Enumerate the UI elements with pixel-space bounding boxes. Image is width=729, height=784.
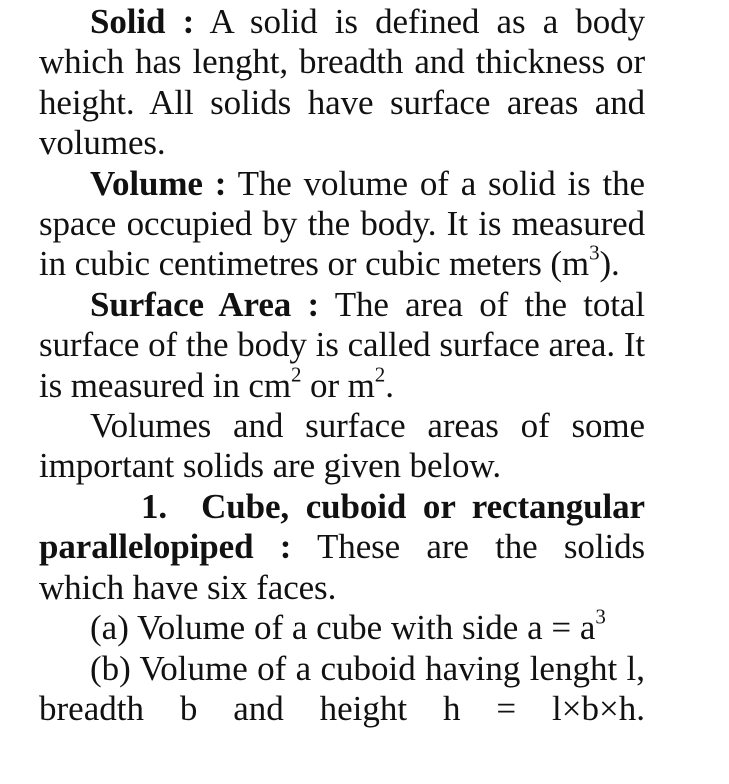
definition-surface-area-middle: or m [301,365,375,405]
paragraph-surface-area [39,285,645,406]
section-heading: Cube, cuboid or rectangular parallelopiped [39,486,645,567]
colon: : [279,527,292,567]
term-solid: Solid [90,2,166,41]
definition-volume-end: ). [599,244,620,284]
definition-surface-area-end: . [385,365,394,405]
paragraph-solid [39,2,645,164]
paragraph-volume [39,164,645,285]
term-volume: Volume [90,163,203,203]
superscript: 2 [290,361,302,386]
superscript: 3 [595,604,606,629]
superscript: 2 [374,361,386,386]
paragraph-intro [39,406,645,487]
colon: : [182,2,195,41]
superscript: 3 [589,240,600,265]
item-text: (b) Volume of a cuboid having lenght l, breadth b and height h = l×b×h. [39,648,645,728]
colon: : [214,163,227,203]
paragraph-section-1 [39,487,645,608]
section-number: 1. [141,486,168,526]
section-text: These are the solids which have six faces. [39,527,645,607]
definition-volume: The volume of a solid is the space occupied by the body. It is measured in cubic centimetres or cubic meters (m [39,163,645,284]
list-item [39,604,645,648]
intro-text: Volumes and surface areas of some important solids are given below. [39,406,645,486]
list-item [39,649,645,730]
colon: : [307,284,320,324]
term-surface-area: Surface Area [90,284,292,324]
definition-surface-area: The area of the total surface of the body is called surface area. It is measured in cm [39,284,645,405]
item-text: (a) Volume of a cube with side a = a [90,608,596,648]
definition-solid: A solid is defined as a body which has lenght, breadth and thickness or height. All solids have surface areas and volumes. [39,2,645,163]
document-page [39,2,645,729]
